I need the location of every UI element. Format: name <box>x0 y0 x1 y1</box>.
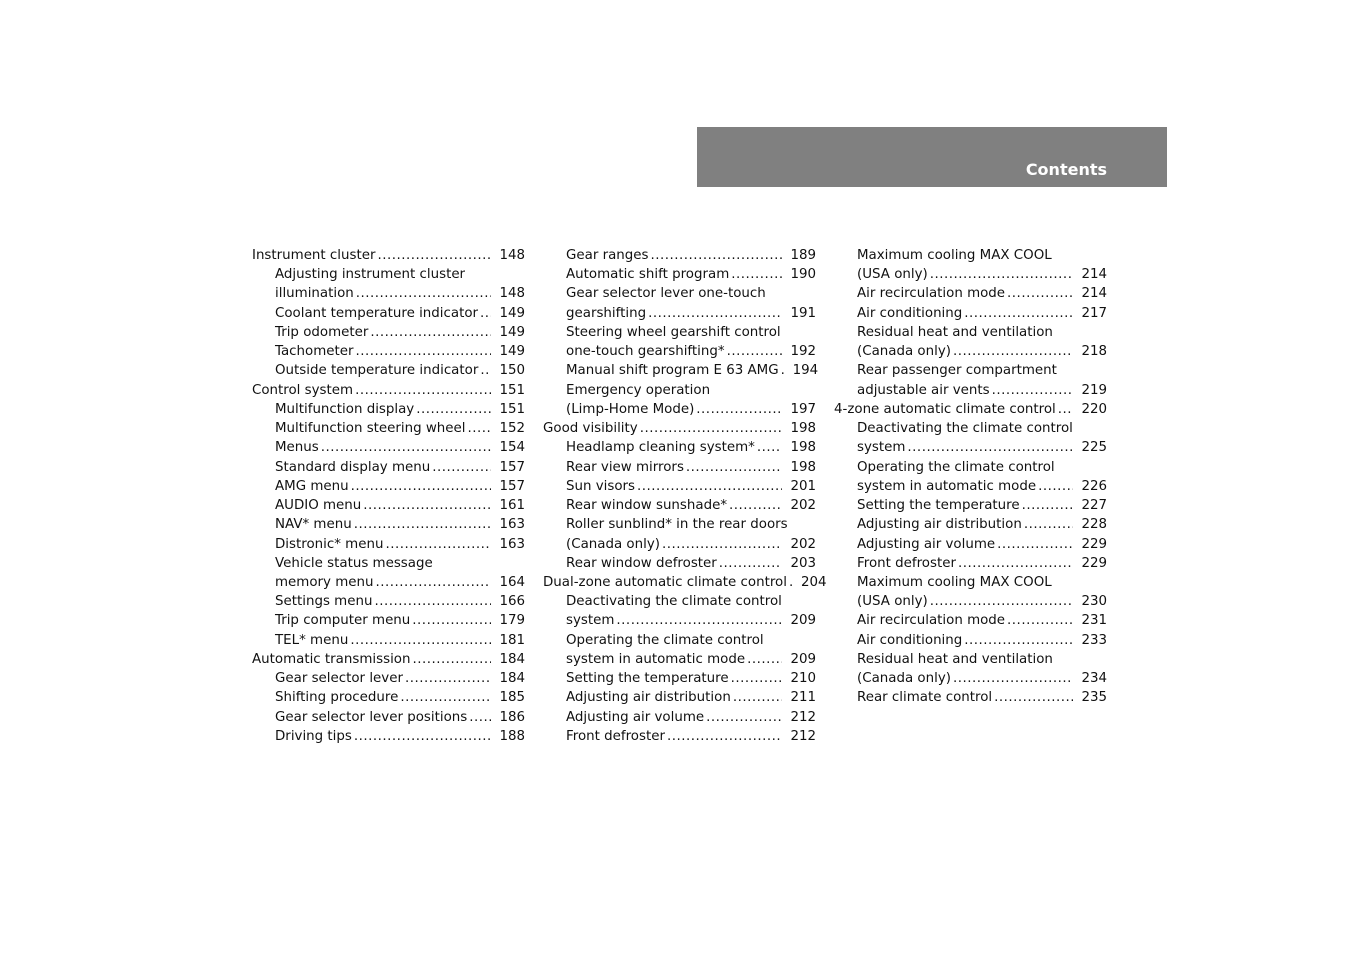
dot-leader <box>480 361 491 380</box>
dot-leader <box>757 438 783 457</box>
toc-entry-label: Setting the temperature <box>566 671 729 687</box>
toc-entry[interactable] <box>834 477 1107 496</box>
toc-entry[interactable] <box>252 381 525 400</box>
toc-column-2 <box>543 246 827 746</box>
toc-entry-page: 185 <box>499 690 525 706</box>
toc-entry-label: 4-zone automatic climate control <box>834 401 1056 417</box>
toc-entry-label: Good visibility <box>543 421 638 437</box>
toc-entry[interactable] <box>252 323 525 342</box>
toc-entry-page: 217 <box>1081 305 1107 321</box>
toc-entry[interactable] <box>252 631 525 650</box>
toc-entry-label: Automatic shift program <box>566 267 730 283</box>
toc-entry-page: 211 <box>790 690 816 706</box>
toc-entry[interactable] <box>543 458 816 477</box>
page-title: Contents <box>1025 160 1107 179</box>
dot-leader <box>356 342 492 361</box>
dot-leader <box>1022 496 1074 515</box>
dot-leader <box>416 400 491 419</box>
toc-entry-label: Instrument cluster <box>252 248 376 263</box>
toc-column-3 <box>834 246 1107 708</box>
dot-leader <box>637 477 782 496</box>
dot-leader <box>706 708 782 727</box>
dot-leader <box>994 688 1073 707</box>
toc-entry-label: AMG menu <box>275 478 349 494</box>
toc-entry[interactable] <box>834 381 1107 400</box>
dot-leader <box>727 342 783 361</box>
toc-entry[interactable] <box>543 688 816 707</box>
dot-leader <box>374 592 491 611</box>
toc-entry-page: 151 <box>499 401 525 417</box>
toc-entry[interactable] <box>543 284 816 303</box>
dot-leader <box>964 304 1073 323</box>
toc-entry[interactable] <box>834 361 1107 380</box>
header-bar <box>697 127 1167 187</box>
toc-entry-page: 181 <box>499 632 525 648</box>
toc-entry-page: 157 <box>499 459 525 475</box>
toc-entry-label: Roller sunblind* in the rear doors <box>566 517 788 533</box>
toc-entry-page: 212 <box>790 709 816 725</box>
toc-entry[interactable] <box>543 727 816 746</box>
toc-entry-page: 198 <box>790 421 816 437</box>
toc-entry[interactable] <box>543 438 816 457</box>
toc-entry-page: 154 <box>499 440 525 456</box>
toc-entry-label: system <box>566 613 615 629</box>
toc-entry[interactable] <box>834 246 1107 265</box>
dot-leader <box>355 381 491 400</box>
toc-entry[interactable] <box>543 265 816 284</box>
dot-leader <box>640 419 783 438</box>
toc-entry-label: Outside temperature indicator <box>275 363 479 379</box>
toc-entry-page: 164 <box>499 574 525 590</box>
dot-leader <box>468 419 492 438</box>
toc-entry-label: Settings menu <box>275 594 373 610</box>
dot-leader <box>686 458 783 477</box>
toc-entry-page: 198 <box>790 440 816 456</box>
toc-entry[interactable] <box>543 573 827 592</box>
toc-entry[interactable] <box>834 323 1107 342</box>
toc-entry-label: Operating the climate control <box>857 459 1055 475</box>
toc-entry-page: 163 <box>499 536 525 552</box>
toc-entry-page: 233 <box>1081 632 1107 648</box>
toc-entry-label: Sun visors <box>566 478 636 494</box>
dot-leader <box>375 573 491 592</box>
toc-entry-page: 229 <box>1081 536 1107 552</box>
toc-entry-page: 161 <box>499 498 525 514</box>
dot-leader <box>930 265 1074 284</box>
toc-entry-label: Shifting procedure <box>275 690 399 706</box>
toc-entry-label: Air conditioning <box>857 632 963 648</box>
toc-entry-label: Multifunction display <box>275 401 415 417</box>
toc-entry[interactable] <box>834 573 1107 592</box>
toc-entry-label: Maximum cooling MAX COOL <box>857 574 1052 590</box>
toc-entry-label: Deactivating the climate control <box>566 594 782 610</box>
toc-entry-label: Gear ranges <box>566 248 649 263</box>
toc-entry[interactable] <box>834 592 1107 611</box>
toc-entry-label: Trip computer menu <box>275 613 411 629</box>
toc-entry-label: Steering wheel gearshift control <box>566 324 781 340</box>
toc-entry-page: 163 <box>499 517 525 533</box>
toc-entry-page: 149 <box>499 324 525 340</box>
toc-entry-label: Operating the climate control <box>566 632 764 648</box>
toc-entry[interactable] <box>543 477 816 496</box>
toc-entry-label: (Canada only) <box>857 344 951 360</box>
toc-entry-label: TEL* menu <box>275 632 349 648</box>
toc-entry-label: Front defroster <box>566 728 665 744</box>
toc-entry-page: 219 <box>1081 382 1107 398</box>
dot-leader <box>1007 611 1073 630</box>
toc-entry-page: 202 <box>790 498 816 514</box>
toc-entry-page: 190 <box>790 267 816 283</box>
toc-entry-page: 212 <box>790 728 816 744</box>
toc-entry[interactable] <box>252 535 525 554</box>
toc-entry-label: one-touch gearshifting* <box>566 344 725 360</box>
toc-entry[interactable] <box>834 265 1107 284</box>
dot-leader <box>370 323 491 342</box>
dot-leader <box>747 650 782 669</box>
toc-entry-label: Distronic* menu <box>275 536 384 552</box>
toc-entry-label: Tachometer <box>275 344 354 360</box>
toc-entry[interactable] <box>252 611 525 630</box>
toc-entry-label: Control system <box>252 382 354 398</box>
toc-entry[interactable] <box>252 650 525 669</box>
toc-entry-page: 234 <box>1081 671 1107 687</box>
toc-entry-label: Adjusting air volume <box>566 709 705 725</box>
toc-entry[interactable] <box>543 381 816 400</box>
toc-entry[interactable] <box>252 515 525 534</box>
toc-entry[interactable] <box>252 400 525 419</box>
toc-entry-label: Rear window defroster <box>566 555 717 571</box>
toc-entry-page: 166 <box>499 594 525 610</box>
toc-entry[interactable] <box>543 323 816 342</box>
dot-leader <box>731 265 782 284</box>
toc-entry[interactable] <box>543 361 819 380</box>
toc-entry-page: 230 <box>1081 594 1107 610</box>
toc-entry-page: 152 <box>499 421 525 437</box>
toc-entry-page: 192 <box>790 344 816 360</box>
dot-leader <box>696 400 782 419</box>
toc-entry[interactable] <box>543 611 816 630</box>
toc-entry-page: 148 <box>499 286 525 302</box>
toc-entry[interactable] <box>252 496 525 515</box>
toc-entry-page: 231 <box>1081 613 1107 629</box>
toc-entry-page: 220 <box>1081 401 1107 417</box>
toc-entry[interactable] <box>252 592 525 611</box>
toc-entry[interactable] <box>543 304 816 323</box>
toc-entry-label: Air recirculation mode <box>857 613 1006 629</box>
toc-entry[interactable] <box>543 246 816 265</box>
toc-entry-label: Adjusting air distribution <box>566 690 731 706</box>
dot-leader <box>662 535 782 554</box>
dot-leader <box>789 573 793 592</box>
toc-entry-label: (Canada only) <box>566 536 660 552</box>
dot-leader <box>354 515 492 534</box>
toc-entry-label: Rear view mirrors <box>566 459 684 475</box>
toc-entry-page: 203 <box>790 555 816 571</box>
toc-entry[interactable] <box>252 669 525 688</box>
dot-leader <box>907 438 1073 457</box>
dot-leader <box>731 669 783 688</box>
toc-entry[interactable] <box>252 727 525 746</box>
toc-entry[interactable] <box>543 650 816 669</box>
toc-entry-label: memory menu <box>275 574 374 590</box>
toc-entry-page: 197 <box>790 401 816 417</box>
toc-entry-label: Gear selector lever one-touch <box>566 286 766 302</box>
toc-entry-label: system in automatic mode <box>566 651 746 667</box>
toc-entry-page: 210 <box>790 671 816 687</box>
dot-leader <box>1038 477 1073 496</box>
dot-leader <box>781 361 785 380</box>
toc-column-1 <box>252 246 525 746</box>
toc-entry-page: 204 <box>800 574 827 590</box>
dot-leader <box>930 592 1074 611</box>
toc-entry-page: 149 <box>499 305 525 321</box>
dot-leader <box>377 246 491 265</box>
toc-entry-page: 229 <box>1081 555 1107 571</box>
toc-entry-page: 228 <box>1081 517 1107 533</box>
toc-entry[interactable] <box>252 304 525 323</box>
toc-entry-label: (Canada only) <box>857 671 951 687</box>
toc-entry[interactable] <box>252 284 525 303</box>
dot-leader <box>997 535 1073 554</box>
toc-entry-page: 149 <box>499 344 525 360</box>
toc-entry[interactable] <box>252 477 525 496</box>
toc-entry[interactable] <box>252 419 525 438</box>
dot-leader <box>616 611 782 630</box>
dot-leader <box>363 496 491 515</box>
dot-leader <box>1007 284 1073 303</box>
toc-entry-page: 194 <box>792 363 819 379</box>
toc-entry-label: Menus <box>275 440 319 456</box>
toc-entry[interactable] <box>543 342 816 361</box>
dot-leader <box>953 669 1073 688</box>
toc-entry-page: 179 <box>499 613 525 629</box>
toc-entry[interactable] <box>252 573 525 592</box>
toc-entry[interactable] <box>252 438 525 457</box>
toc-entry-label: system <box>857 440 906 456</box>
toc-entry-label: Standard display menu <box>275 459 431 475</box>
dot-leader <box>385 535 491 554</box>
dot-leader <box>469 708 491 727</box>
toc-entry[interactable] <box>834 515 1107 534</box>
toc-entry[interactable] <box>543 400 816 419</box>
toc-entry[interactable] <box>834 496 1107 515</box>
toc-entry[interactable] <box>252 246 525 265</box>
dot-leader <box>719 554 783 573</box>
toc-entry-page: 191 <box>790 305 816 321</box>
toc-entry-page: 209 <box>790 651 816 667</box>
toc-entry[interactable] <box>543 554 816 573</box>
toc-entry[interactable] <box>543 496 816 515</box>
toc-entry-label: Residual heat and ventilation <box>857 651 1053 667</box>
dot-leader <box>733 688 783 707</box>
toc-entry-label: Emergency operation <box>566 382 711 398</box>
dot-leader <box>321 438 492 457</box>
toc-entry[interactable] <box>543 669 816 688</box>
toc-entry-label: (USA only) <box>857 594 928 610</box>
dot-leader <box>953 342 1073 361</box>
toc-entry-label: (Limp-Home Mode) <box>566 401 695 417</box>
toc-entry[interactable] <box>834 304 1107 323</box>
dot-leader <box>992 381 1074 400</box>
dot-leader <box>648 304 782 323</box>
toc-entry[interactable] <box>834 669 1107 688</box>
toc-entry[interactable] <box>543 419 816 438</box>
dot-leader <box>354 727 492 746</box>
toc-entry-page: 148 <box>499 248 525 263</box>
toc-entry-page: 235 <box>1081 690 1107 706</box>
toc-entry[interactable] <box>834 688 1107 707</box>
toc-entry-page: 226 <box>1081 478 1107 494</box>
toc-entry[interactable] <box>252 708 525 727</box>
toc-entry-label: Automatic transmission <box>252 651 411 667</box>
toc-entry-label: Manual shift program E 63 AMG <box>566 363 779 379</box>
toc-entry-label: Dual-zone automatic climate control <box>543 574 787 590</box>
toc-entry-page: 227 <box>1081 498 1107 514</box>
toc-entry-page: 202 <box>790 536 816 552</box>
toc-entry-page: 198 <box>790 459 816 475</box>
toc-entry[interactable] <box>252 688 525 707</box>
toc-entry[interactable] <box>543 592 816 611</box>
toc-entry-label: Residual heat and ventilation <box>857 324 1053 340</box>
toc-entry-page: 150 <box>499 363 525 379</box>
toc-entry[interactable] <box>252 554 525 573</box>
toc-entry[interactable] <box>834 535 1107 554</box>
toc-entry-label: Deactivating the climate control <box>857 421 1073 437</box>
toc-entry-label: Rear window sunshade* <box>566 498 728 514</box>
toc-entry-label: Adjusting air distribution <box>857 517 1022 533</box>
toc-entry-page: 201 <box>790 478 816 494</box>
dot-leader <box>729 496 782 515</box>
toc-entry-label: Gear selector lever <box>275 671 403 687</box>
toc-entry[interactable] <box>834 611 1107 630</box>
dot-leader <box>480 304 491 323</box>
toc-entry[interactable] <box>834 419 1107 438</box>
toc-entry[interactable] <box>834 284 1107 303</box>
dot-leader <box>964 631 1073 650</box>
toc-entry-page: 218 <box>1081 344 1107 360</box>
toc-entry-page: 189 <box>790 248 816 263</box>
toc-entry[interactable] <box>252 342 525 361</box>
dot-leader <box>651 246 783 265</box>
toc-entry-page: 188 <box>499 728 525 744</box>
dot-leader <box>412 650 491 669</box>
toc-entry-page: 209 <box>790 613 816 629</box>
toc-entry-label: NAV* menu <box>275 517 352 533</box>
toc-entry[interactable] <box>834 342 1107 361</box>
toc-entry-label: Coolant temperature indicator <box>275 305 479 321</box>
toc-entry[interactable] <box>252 361 525 380</box>
toc-entry-label: Setting the temperature <box>857 498 1020 514</box>
dot-leader <box>432 458 491 477</box>
dot-leader <box>350 631 491 650</box>
toc-entry[interactable] <box>834 554 1107 573</box>
toc-entry-label: adjustable air vents <box>857 382 990 398</box>
toc-entry-label: Air conditioning <box>857 305 963 321</box>
toc-entry-label: illumination <box>275 286 354 302</box>
toc-entry-page: 157 <box>499 478 525 494</box>
toc-entry-label: gearshifting <box>566 305 647 321</box>
toc-entry-label: Rear climate control <box>857 690 993 706</box>
toc-entry-label: Adjusting air volume <box>857 536 996 552</box>
dot-leader <box>667 727 782 746</box>
toc-entry-label: Trip odometer <box>275 324 369 340</box>
toc-entry[interactable] <box>252 265 525 284</box>
toc-entry-label: Adjusting instrument cluster <box>275 267 466 283</box>
toc-entry-label: Headlamp cleaning system* <box>566 440 755 456</box>
toc-entry[interactable] <box>543 535 816 554</box>
dot-leader <box>958 554 1073 573</box>
toc-entry-label: AUDIO menu <box>275 498 362 514</box>
toc-entry-page: 225 <box>1081 440 1107 456</box>
toc-entry[interactable] <box>834 650 1107 669</box>
dot-leader <box>412 611 491 630</box>
toc-entry-label: (USA only) <box>857 267 928 283</box>
toc-entry-page: 184 <box>499 671 525 687</box>
dot-leader <box>356 284 492 303</box>
toc-entry-label: Maximum cooling MAX COOL <box>857 248 1052 263</box>
toc-entry-page: 214 <box>1081 267 1107 283</box>
toc-entry[interactable] <box>834 631 1107 650</box>
dot-leader <box>1058 400 1074 419</box>
toc-entry-label: Driving tips <box>275 728 352 744</box>
toc-entry-label: Vehicle status message <box>275 555 433 571</box>
toc-entry[interactable] <box>543 708 816 727</box>
toc-entry-label: Rear passenger compartment <box>857 363 1057 379</box>
toc-entry-label: Gear selector lever positions <box>275 709 468 725</box>
toc-entry[interactable] <box>834 400 1107 419</box>
toc-entry-page: 184 <box>499 651 525 667</box>
toc-entry[interactable] <box>834 438 1107 457</box>
dot-leader <box>400 688 491 707</box>
toc-entry[interactable] <box>543 515 816 534</box>
toc-entry[interactable] <box>543 631 816 650</box>
dot-leader <box>1024 515 1074 534</box>
toc-entry-page: 151 <box>499 382 525 398</box>
toc-entry[interactable] <box>252 458 525 477</box>
dot-leader <box>351 477 492 496</box>
toc-entry-label: Multifunction steering wheel <box>275 421 466 437</box>
toc-entry-label: Air recirculation mode <box>857 286 1006 302</box>
toc-entry-page: 186 <box>499 709 525 725</box>
dot-leader <box>405 669 491 688</box>
toc-entry-label: system in automatic mode <box>857 478 1037 494</box>
toc-entry-page: 214 <box>1081 286 1107 302</box>
toc-entry[interactable] <box>834 458 1107 477</box>
toc-entry-label: Front defroster <box>857 555 956 571</box>
